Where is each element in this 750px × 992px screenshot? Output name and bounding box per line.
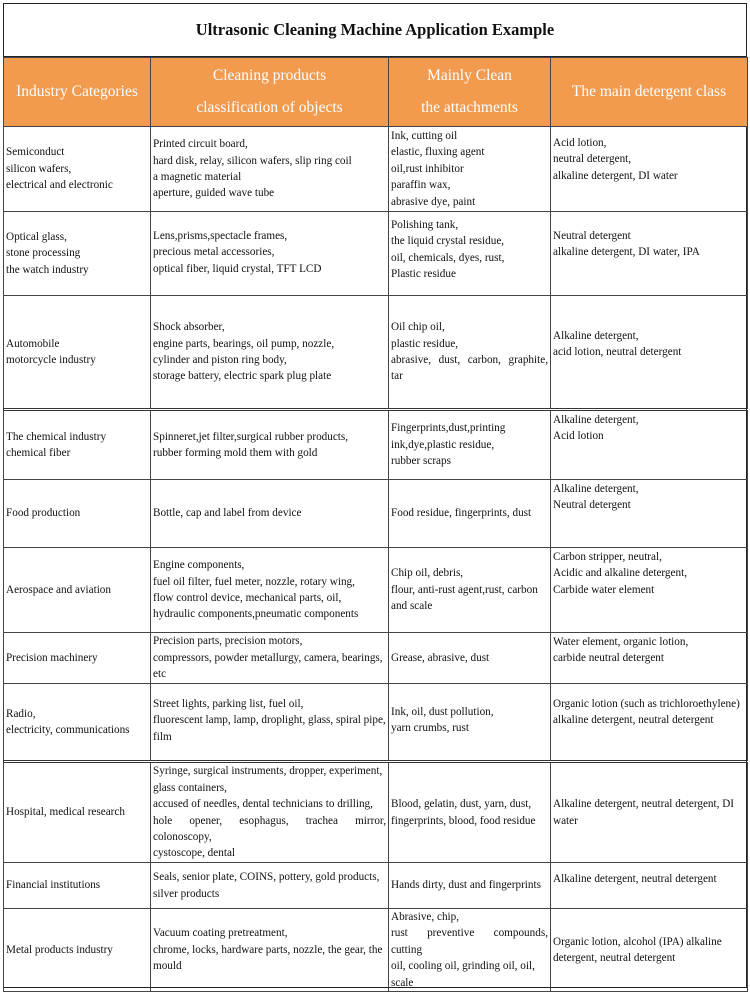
- table-row: [4, 909, 748, 992]
- header-cleaning-objects: Cleaning products classification of objects: [151, 58, 389, 127]
- attachments-cell: Oil chip oil, plastic residue, abrasive, dust, carbon, graphite, tar: [389, 296, 551, 410]
- category-cell: Radio, electricity, communications: [4, 684, 151, 762]
- table-row: [4, 480, 748, 548]
- attachments-cell: Chip oil, debris, flour, anti-rust agent,rust, carbon and scale: [389, 548, 551, 633]
- table-row: [4, 127, 748, 212]
- detergent-cell: Neutral detergent alkaline detergent, DI water, IPA: [551, 212, 748, 296]
- table-row: [4, 296, 748, 410]
- table-row: [4, 863, 748, 909]
- category-cell: Precision machinery: [4, 633, 151, 684]
- header-industry-categories: Industry Categories: [4, 58, 151, 127]
- attachments-cell: Ink, oil, dust pollution, yarn crumbs, rust: [389, 684, 551, 762]
- category-cell: The chemical industry chemical fiber: [4, 410, 151, 480]
- category-cell: Optical glass, stone processing the watch industry: [4, 212, 151, 296]
- table-row: [4, 684, 748, 762]
- objects-cell: Seals, senior plate, COINS, pottery, gold products, silver products: [151, 863, 389, 909]
- application-table: [3, 57, 748, 992]
- detergent-cell: Alkaline detergent, acid lotion, neutral detergent: [551, 296, 748, 410]
- table-row: [4, 762, 748, 863]
- objects-cell: Street lights, parking list, fuel oil, fluorescent lamp, lamp, droplight, glass, spiral pipe, film: [151, 684, 389, 762]
- detergent-cell: Water element, organic lotion, carbide neutral detergent: [551, 633, 748, 684]
- objects-cell: Vacuum coating pretreatment, chrome, locks, hardware parts, nozzle, the gear, the mould: [151, 909, 389, 992]
- category-cell: Semiconduct silicon wafers, electrical and electronic: [4, 127, 151, 212]
- attachments-cell: Blood, gelatin, dust, yarn, dust, fingerprints, blood, food residue: [389, 762, 551, 863]
- detergent-cell: Organic lotion (such as trichloroethylene) alkaline detergent, neutral detergent: [551, 684, 748, 762]
- header-row: [4, 58, 748, 127]
- objects-cell: Printed circuit board, hard disk, relay, silicon wafers, slip ring coil a magnetic material aperture, guided wave tube: [151, 127, 389, 212]
- attachments-cell: Polishing tank, the liquid crystal residue, oil, chemicals, dyes, rust, Plastic residue: [389, 212, 551, 296]
- table-row: [4, 410, 748, 480]
- header-attachments: Mainly Clean the attachments: [389, 58, 551, 127]
- objects-cell: Engine components, fuel oil filter, fuel meter, nozzle, rotary wing, flow control device, mechanical parts, oil, hydraulic components,pneumatic components: [151, 548, 389, 633]
- category-cell: Aerospace and aviation: [4, 548, 151, 633]
- category-cell: Financial institutions: [4, 863, 151, 909]
- objects-cell: Bottle, cap and label from device: [151, 480, 389, 548]
- objects-cell: Syringe, surgical instruments, dropper, experiment, glass containers, accused of needles, dental technicians to drilling, hole opener, esophagus, trachea mirror, colonoscopy, cystoscope, dental: [151, 762, 389, 863]
- objects-cell: Precision parts, precision motors, compressors, powder metallurgy, camera, bearings, etc: [151, 633, 389, 684]
- category-cell: Metal products industry: [4, 909, 151, 992]
- objects-cell: Shock absorber, engine parts, bearings, oil pump, nozzle, cylinder and piston ring body, storage battery, electric spark plug plate: [151, 296, 389, 410]
- detergent-cell: Alkaline detergent, neutral detergent, DI water: [551, 762, 748, 863]
- objects-cell: Lens,prisms,spectacle frames, precious metal accessories, optical fiber, liquid crystal, TFT LCD: [151, 212, 389, 296]
- table-row: [4, 633, 748, 684]
- table-row: [4, 212, 748, 296]
- detergent-cell: Alkaline detergent, Neutral detergent: [551, 480, 748, 548]
- table-title: Ultrasonic Cleaning Machine Application Example: [3, 3, 747, 57]
- attachments-cell: Grease, abrasive, dust: [389, 633, 551, 684]
- detergent-cell: Organic lotion, alcohol (IPA) alkaline detergent, neutral detergent: [551, 909, 748, 992]
- table-row: [4, 548, 748, 633]
- objects-cell: Spinneret,jet filter,surgical rubber products, rubber forming mold them with gold: [151, 410, 389, 480]
- detergent-cell: Alkaline detergent, neutral detergent: [551, 863, 748, 909]
- attachments-cell: Food residue, fingerprints, dust: [389, 480, 551, 548]
- detergent-cell: Carbon stripper, neutral, Acidic and alkaline detergent, Carbide water element: [551, 548, 748, 633]
- attachments-cell: Fingerprints,dust,printing ink,dye,plastic residue, rubber scraps: [389, 410, 551, 480]
- attachments-cell: Abrasive, chip, rust preventive compounds, cutting oil, cooling oil, grinding oil, oil, scale: [389, 909, 551, 992]
- attachments-cell: Ink, cutting oil elastic, fluxing agent oil,rust inhibitor paraffin wax, abrasive dye, paint: [389, 127, 551, 212]
- category-cell: Automobile motorcycle industry: [4, 296, 151, 410]
- category-cell: Hospital, medical research: [4, 762, 151, 863]
- detergent-cell: Acid lotion, neutral detergent, alkaline detergent, DI water: [551, 127, 748, 212]
- header-detergent-class: The main detergent class: [551, 58, 748, 127]
- attachments-cell: Hands dirty, dust and fingerprints: [389, 863, 551, 909]
- detergent-cell: Alkaline detergent, Acid lotion: [551, 410, 748, 480]
- category-cell: Food production: [4, 480, 151, 548]
